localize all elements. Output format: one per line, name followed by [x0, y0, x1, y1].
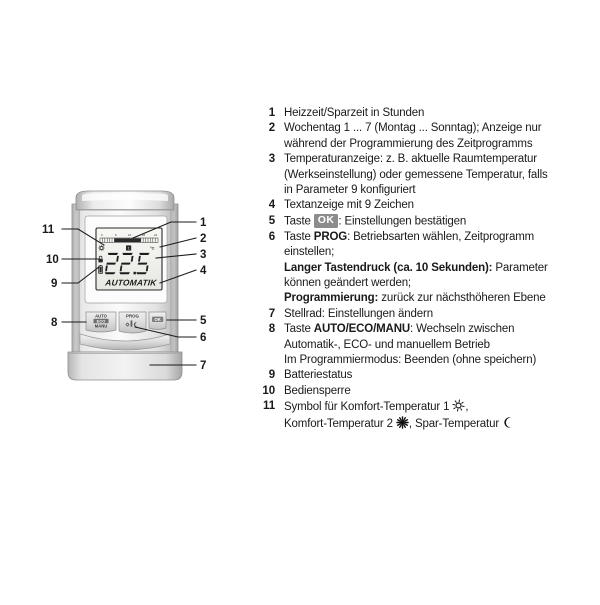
legend-text-segment: PROG — [314, 231, 347, 243]
device-housing — [68, 191, 182, 380]
legend-text-line — [284, 106, 593, 121]
legend-text-line — [284, 121, 593, 136]
callout-left-8: 8 — [51, 317, 58, 329]
legend-text-line — [284, 307, 593, 322]
callout-right-1: 1 — [200, 217, 207, 229]
callout-right-6: 6 — [200, 332, 206, 344]
legend-text-line — [284, 230, 593, 245]
ok-button[interactable] — [149, 312, 166, 330]
legend-text-segment: Taste — [284, 215, 314, 227]
legend-text-line — [284, 198, 593, 213]
legend-text-segment: Wochentag 1 ... 7 (Montag ... Sonntag); Anzeige nur — [284, 122, 541, 134]
legend-item-text — [284, 198, 593, 213]
legend-item-number: 3 — [253, 152, 284, 167]
legend-item — [253, 384, 593, 399]
legend-text-segment: in Parameter 9 konfiguriert — [284, 184, 415, 196]
legend-text-segment: : Wechseln zwischen — [410, 323, 514, 335]
legend-item-text — [284, 214, 593, 230]
legend-item — [253, 399, 593, 432]
legend-item-text — [284, 399, 593, 432]
legend-text-segment: Batteriestatus — [284, 369, 352, 381]
sun-filled-icon — [396, 416, 409, 429]
legend-item — [253, 106, 593, 121]
moon-icon — [502, 416, 515, 429]
legend-item — [253, 307, 593, 322]
legend-item — [253, 152, 593, 198]
legend-text-segment: zurück zur nächsthöheren Ebene — [378, 292, 545, 304]
legend-item — [253, 121, 593, 152]
legend-item — [253, 368, 593, 383]
mode-text: AUTOMATIK — [104, 278, 158, 288]
device-svg — [0, 0, 250, 600]
legend-text-line — [284, 168, 593, 183]
legend-text-line — [284, 183, 593, 198]
callout-left-11: 11 — [42, 224, 55, 236]
ok-key-badge: OK — [314, 214, 339, 229]
legend-text-segment: Bediensperre — [284, 385, 351, 397]
legend-item-text — [284, 230, 593, 307]
legend-text-segment: Temperaturanzeige: z. B. aktuelle Raumtemperatur — [284, 153, 537, 165]
callout-left-10: 10 — [46, 254, 59, 266]
legend-text-segment: Taste — [284, 323, 314, 335]
legend-item-number: 1 — [253, 106, 284, 121]
legend-text-segment: Programmierung: — [284, 292, 378, 304]
callout-right-4: 4 — [200, 265, 207, 277]
legend-text-line — [284, 368, 593, 383]
legend-text-segment: (Werkseinstellung) oder gemessene Temperatur, falls — [284, 169, 548, 181]
svg-text:12: 12 — [128, 233, 132, 237]
legend-text-segment: einstellen; — [284, 246, 334, 258]
legend-text-segment: Komfort-Temperatur 2 — [284, 418, 396, 430]
callout-right-5: 5 — [200, 315, 207, 327]
legend-text-line — [284, 214, 593, 230]
legend-text-segment: : Einstellungen bestätigen — [338, 215, 466, 227]
legend-item-text — [284, 121, 593, 152]
prog-button[interactable] — [119, 312, 146, 333]
callout-right-2: 2 — [200, 233, 206, 245]
legend-item — [253, 230, 593, 307]
legend-item-text — [284, 106, 593, 121]
callout-left-9: 9 — [51, 278, 57, 290]
legend-text-segment: Symbol für Komfort-Temperatur 1 — [284, 401, 452, 413]
legend-item — [253, 198, 593, 213]
legend-text-line — [284, 416, 593, 432]
callout-right-3: 3 — [200, 249, 206, 261]
legend-text-segment: Im Programmiermodus: Beenden (ohne speichern) — [284, 354, 536, 366]
legend-text-segment: Automatik-, ECO- und manuellem Betrieb — [284, 339, 490, 351]
legend-text-line — [284, 322, 593, 337]
legend-item-number: 8 — [253, 322, 284, 337]
legend-text-segment: während der Programmierung des Zeitprogramms — [284, 138, 532, 150]
legend-text-line — [284, 276, 593, 291]
legend-text-segment: Taste — [284, 231, 314, 243]
legend-item-number: 6 — [253, 230, 284, 245]
legend-text-segment: Parameter — [492, 262, 547, 274]
legend-text-segment: Heizzeit/Sparzeit in Stunden — [284, 107, 424, 119]
legend-text-segment: : Betriebsarten wählen, Zeitprogramm — [347, 231, 534, 243]
legend-text-segment: können geändert werden; — [284, 277, 411, 289]
legend-item-number: 9 — [253, 368, 284, 383]
legend-item-number: 5 — [253, 214, 284, 229]
legend-text-line — [284, 353, 593, 368]
sun-outline-icon — [452, 399, 465, 412]
legend-text-segment: AUTO/ECO/MANU — [314, 323, 410, 335]
legend-list — [253, 106, 593, 432]
legend-text-line — [284, 384, 593, 399]
legend-text-segment: , — [465, 401, 468, 413]
legend-item-number: 10 — [253, 384, 284, 399]
legend-text-segment: , Spar-Temperatur — [409, 418, 502, 430]
legend-item-number: 7 — [253, 307, 284, 322]
svg-text:PROG: PROG — [126, 313, 140, 318]
legend-text-segment: Stellrad: Einstellungen ändern — [284, 308, 433, 320]
svg-text:24: 24 — [154, 233, 158, 237]
legend-item-text — [284, 384, 593, 399]
legend-item-text — [284, 322, 593, 368]
svg-text:6: 6 — [115, 233, 117, 237]
svg-text:1: 1 — [128, 247, 130, 251]
svg-text:0: 0 — [101, 233, 103, 237]
legend-item-text — [284, 368, 593, 383]
legend-item-number: 11 — [253, 399, 284, 414]
legend-text-line — [284, 245, 593, 260]
callout-right-7: 7 — [200, 360, 206, 372]
legend-text-line — [284, 338, 593, 353]
legend-text-line — [284, 137, 593, 152]
device-base — [68, 352, 182, 380]
svg-text:OK: OK — [154, 317, 160, 322]
legend-item-number: 4 — [253, 198, 284, 213]
lcd-display — [96, 228, 162, 290]
unit-label: °C — [150, 246, 155, 251]
legend-text-line — [284, 152, 593, 167]
legend-text-segment: Langer Tastendruck (ca. 10 Sekunden): — [284, 262, 492, 274]
svg-text:ECO: ECO — [97, 318, 106, 323]
legend-item-text — [284, 307, 593, 322]
legend-text-segment: Textanzeige mit 9 Zeichen — [284, 199, 414, 211]
svg-text:18: 18 — [142, 233, 146, 237]
legend-text-line — [284, 399, 593, 415]
legend-item-number: 2 — [253, 121, 284, 136]
auto-eco-manu-button[interactable] — [86, 312, 116, 332]
legend-text-line — [284, 261, 593, 276]
svg-text:AUTO: AUTO — [95, 314, 108, 319]
weekday-indicator — [126, 245, 131, 250]
legend-text-line — [284, 291, 593, 306]
legend-item-text — [284, 152, 593, 198]
legend-item — [253, 214, 593, 230]
legend-item — [253, 322, 593, 368]
svg-text:MANU: MANU — [95, 324, 108, 329]
device-illustration — [0, 0, 250, 600]
